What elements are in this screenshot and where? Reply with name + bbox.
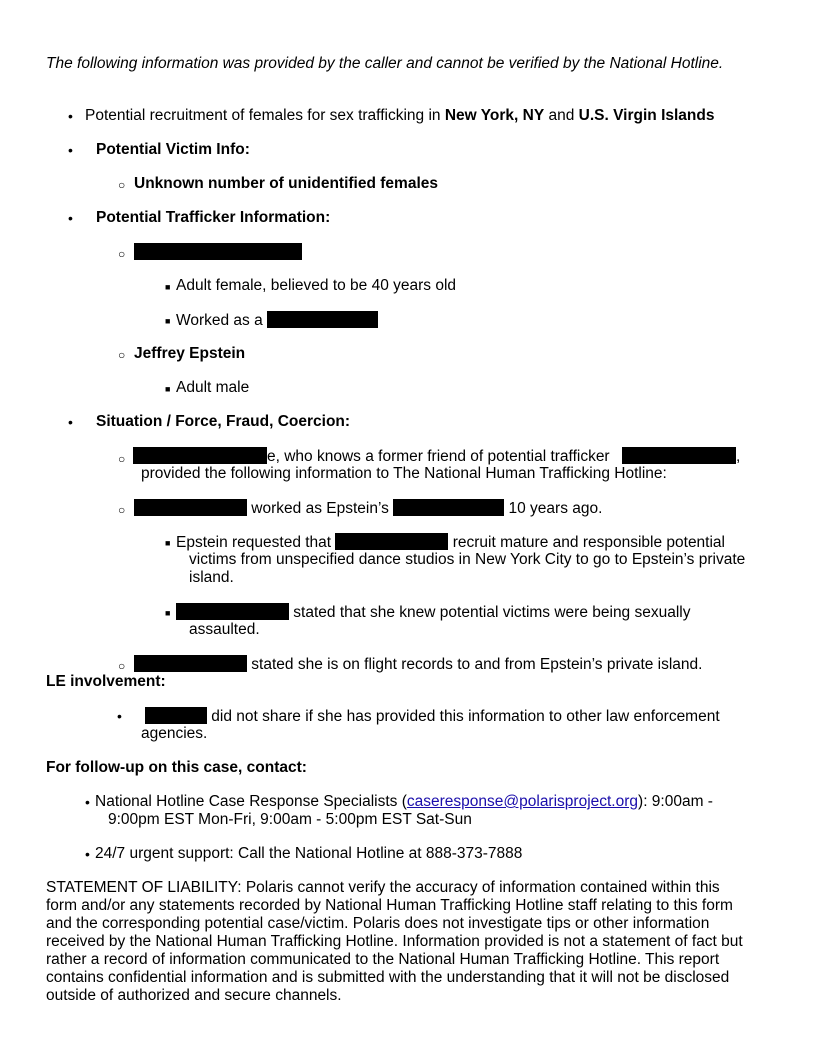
- intro-note: The following information was provided by the caller and cannot be verified by the National Hotline.: [46, 55, 724, 72]
- square-bullet: ■: [165, 316, 171, 326]
- circle-bullet: ○: [118, 659, 126, 673]
- circle-bullet: ○: [118, 503, 126, 517]
- situation-2-sub-2-line-2: assaulted.: [189, 621, 260, 638]
- followup-item-2: 24/7 urgent support: Call the National Hotline at 888-373-7888: [95, 845, 523, 862]
- bullet-dot: •: [68, 414, 73, 430]
- square-bullet: ■: [165, 608, 171, 618]
- trafficker-heading: Potential Trafficker Information:: [96, 209, 331, 226]
- followup-1-text-a: National Hotline Case Response Specialists (: [95, 793, 407, 810]
- le-heading: LE involvement:: [46, 673, 166, 690]
- trafficker-1-detail-work: [176, 311, 378, 330]
- redaction-bar: [393, 499, 504, 516]
- followup-1-text-b: ): 9:00am -: [638, 793, 713, 810]
- situation-2-sub-2-line-1: [176, 603, 691, 622]
- situation-heading: Situation / Force, Fraud, Coercion:: [96, 413, 351, 430]
- situation-item-1-line-1-end: [622, 447, 740, 466]
- situation-item-1-line-1: [133, 447, 610, 466]
- le-text-a: did not share if she has provided this information to other law enforcement: [207, 708, 720, 725]
- le-item-line-2: agencies.: [141, 725, 208, 742]
- redaction-bar: [267, 311, 378, 328]
- square-bullet: ■: [165, 282, 171, 292]
- sub1-text-a: Epstein requested that: [176, 534, 336, 551]
- liability-line: STATEMENT OF LIABILITY: Polaris cannot verify the accuracy of information contained within this: [46, 879, 720, 896]
- bullet-dot: •: [117, 708, 122, 724]
- situation-item-3: [134, 655, 702, 674]
- followup-item-1-line-1: [95, 793, 713, 811]
- situation-item-2: [134, 499, 602, 518]
- recruitment-text: Potential recruitment of females for sex trafficking in: [85, 107, 445, 124]
- trafficker-2-detail: Adult male: [176, 379, 250, 396]
- trafficker-1-detail-age: Adult female, believed to be 40 years old: [176, 277, 457, 294]
- situation-2-sub-1-line-3: island.: [189, 569, 234, 586]
- redaction-bar: [134, 243, 302, 260]
- liability-line: received by the National Human Trafficking Hotline. Information provided is not a statement of fact but: [46, 933, 743, 950]
- case-response-email-link[interactable]: caseresponse@polarisproject.org: [406, 793, 639, 810]
- circle-bullet: ○: [118, 452, 126, 466]
- liability-line: form and/or any statements recorded by National Human Trafficking Hotline staff relating to this form: [46, 897, 733, 914]
- redaction-bar: [176, 603, 289, 620]
- circle-bullet: ○: [118, 178, 126, 192]
- victim-item: Unknown number of unidentified females: [134, 175, 438, 192]
- followup-heading: For follow-up on this case, contact:: [46, 759, 307, 776]
- redaction-bar: [134, 499, 247, 516]
- sub1-text-b: recruit mature and responsible potential: [448, 534, 725, 551]
- le-item-line-1: [145, 707, 720, 726]
- bullet-dot: •: [68, 210, 73, 226]
- liability-line: outside of authorized and secure channels.: [46, 987, 342, 1004]
- sub2-text-a: stated that she knew potential victims were being sexually: [289, 604, 691, 621]
- circle-bullet: ○: [118, 348, 126, 362]
- followup-item-1-line-2: 9:00pm EST Mon-Fri, 9:00am - 5:00pm EST Sat-Sun: [108, 811, 472, 828]
- recruitment-line: [85, 107, 714, 125]
- location-new-york: New York, NY: [444, 107, 545, 124]
- situation-2-text-b: 10 years ago.: [504, 500, 603, 517]
- redaction-bar: [133, 447, 267, 464]
- situation-item-1-line-2: provided the following information to The National Human Trafficking Hotline:: [141, 465, 667, 482]
- victim-heading: Potential Victim Info:: [96, 141, 250, 158]
- liability-line: rather a record of information communicated to the National Human Trafficking Hotline. This report: [46, 951, 720, 968]
- redaction-bar: [134, 655, 247, 672]
- bullet-dot: •: [85, 794, 90, 810]
- redaction-bar: [622, 447, 736, 464]
- situation-1-comma: ,: [736, 448, 741, 465]
- redaction-bar: [145, 707, 207, 724]
- situation-2-sub-1-line-2: victims from unspecified dance studios in New York City to go to Epstein’s private: [189, 551, 746, 568]
- liability-line: and the corresponding potential case/victim. Polaris does not investigate tips or other information: [46, 915, 710, 932]
- circle-bullet: ○: [118, 247, 126, 261]
- location-usvi: U.S. Virgin Islands: [578, 107, 715, 124]
- bullet-dot: •: [85, 846, 90, 862]
- redaction-bar: [335, 533, 448, 550]
- trafficker-2-name: Jeffrey Epstein: [134, 345, 246, 362]
- square-bullet: ■: [165, 384, 171, 394]
- bullet-dot: •: [68, 142, 73, 158]
- square-bullet: ■: [165, 538, 171, 548]
- liability-line: contains confidential information and is submitted with the understanding that it will not be disclosed: [46, 969, 730, 986]
- trafficker-1-name: [134, 243, 302, 262]
- situation-1-text-a: e, who knows a former friend of potential trafficker: [267, 448, 610, 465]
- recruitment-and: and: [544, 107, 579, 124]
- situation-2-text-a: worked as Epstein’s: [247, 500, 394, 517]
- situation-3-text: stated she is on flight records to and from Epstein’s private island.: [247, 656, 703, 673]
- worked-as-text: Worked as a: [176, 312, 268, 329]
- situation-2-sub-1-line-1: [176, 533, 725, 552]
- bullet-dot: •: [68, 108, 73, 124]
